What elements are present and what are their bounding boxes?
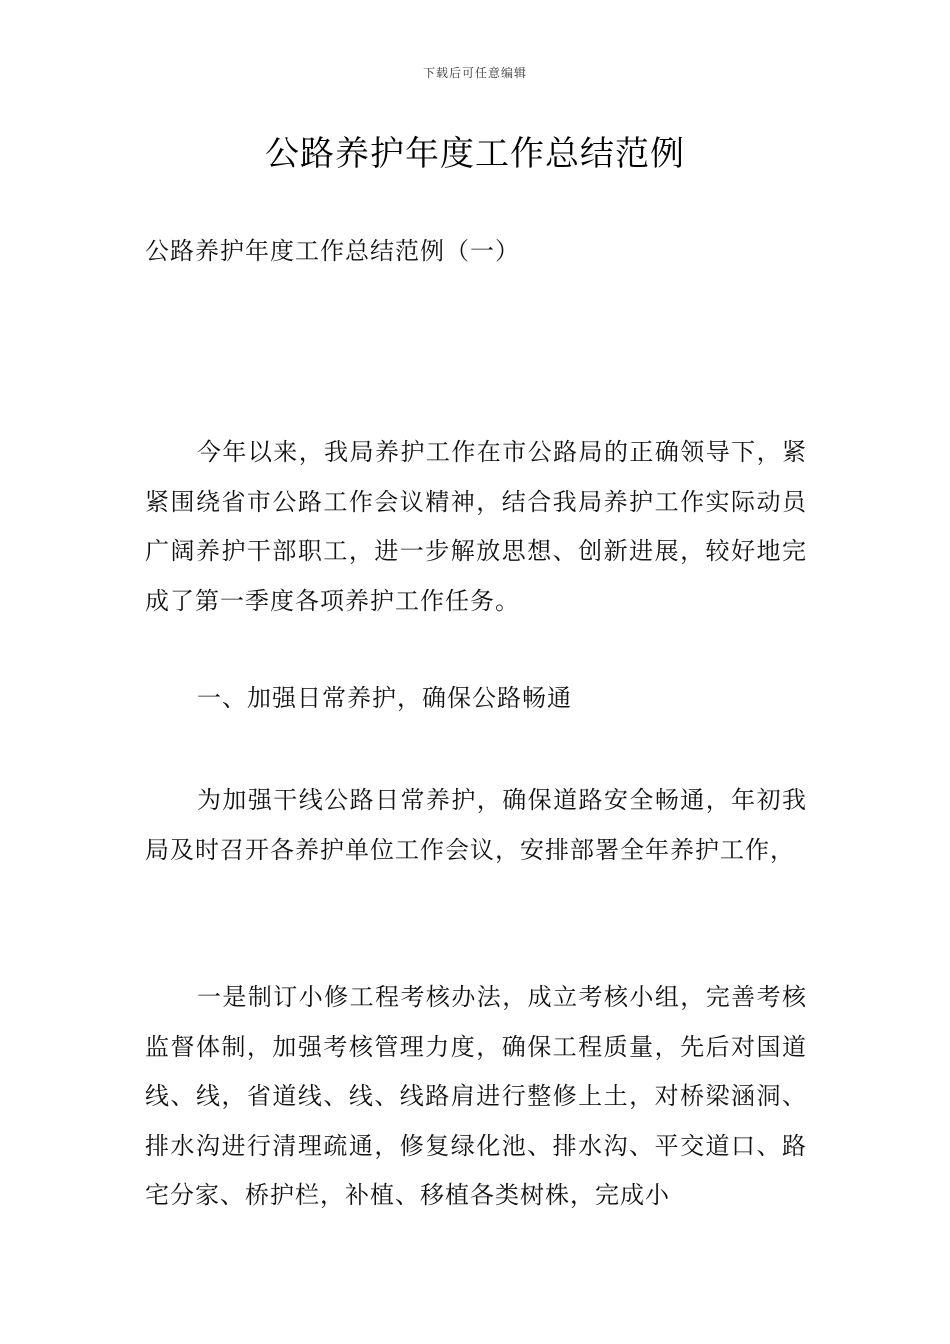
paragraph-body: 为加强干线公路日常养护，确保道路安全畅通，年初我局及时召开各养护单位工作会议，安排部署全年养护工作，: [145, 786, 807, 864]
document-subtitle: 公路养护年度工作总结范例（一）: [145, 237, 520, 265]
section-heading: 一、加强日常养护，确保公路畅通: [197, 684, 572, 712]
paragraph-body: 一是制订小修工程考核办法，成立考核小组，完善考核监督体制，加强考核管理力度，确保工程质量，先后对国道线、线，省道线、线、线路肩进行整修上土，对桥梁涵洞、排水沟进行清理疏通，修复绿化池、排水沟、平交道口、路宅分家、桥护栏，补植、移植各类树株，完成小: [145, 983, 807, 1209]
header-note: 下载后可任意编辑: [422, 66, 527, 80]
paragraph-intro: 今年以来，我局养护工作在市公路局的正确领导下，紧紧围绕省市公路工作会议精神，结合我局养护工作实际动员广阔养护干部职工，进一步解放思想、创新进展，较好地完成了第一季度各项养护工作任务。: [145, 438, 807, 615]
document-title: 公路养护年度工作总结范例: [265, 134, 685, 174]
